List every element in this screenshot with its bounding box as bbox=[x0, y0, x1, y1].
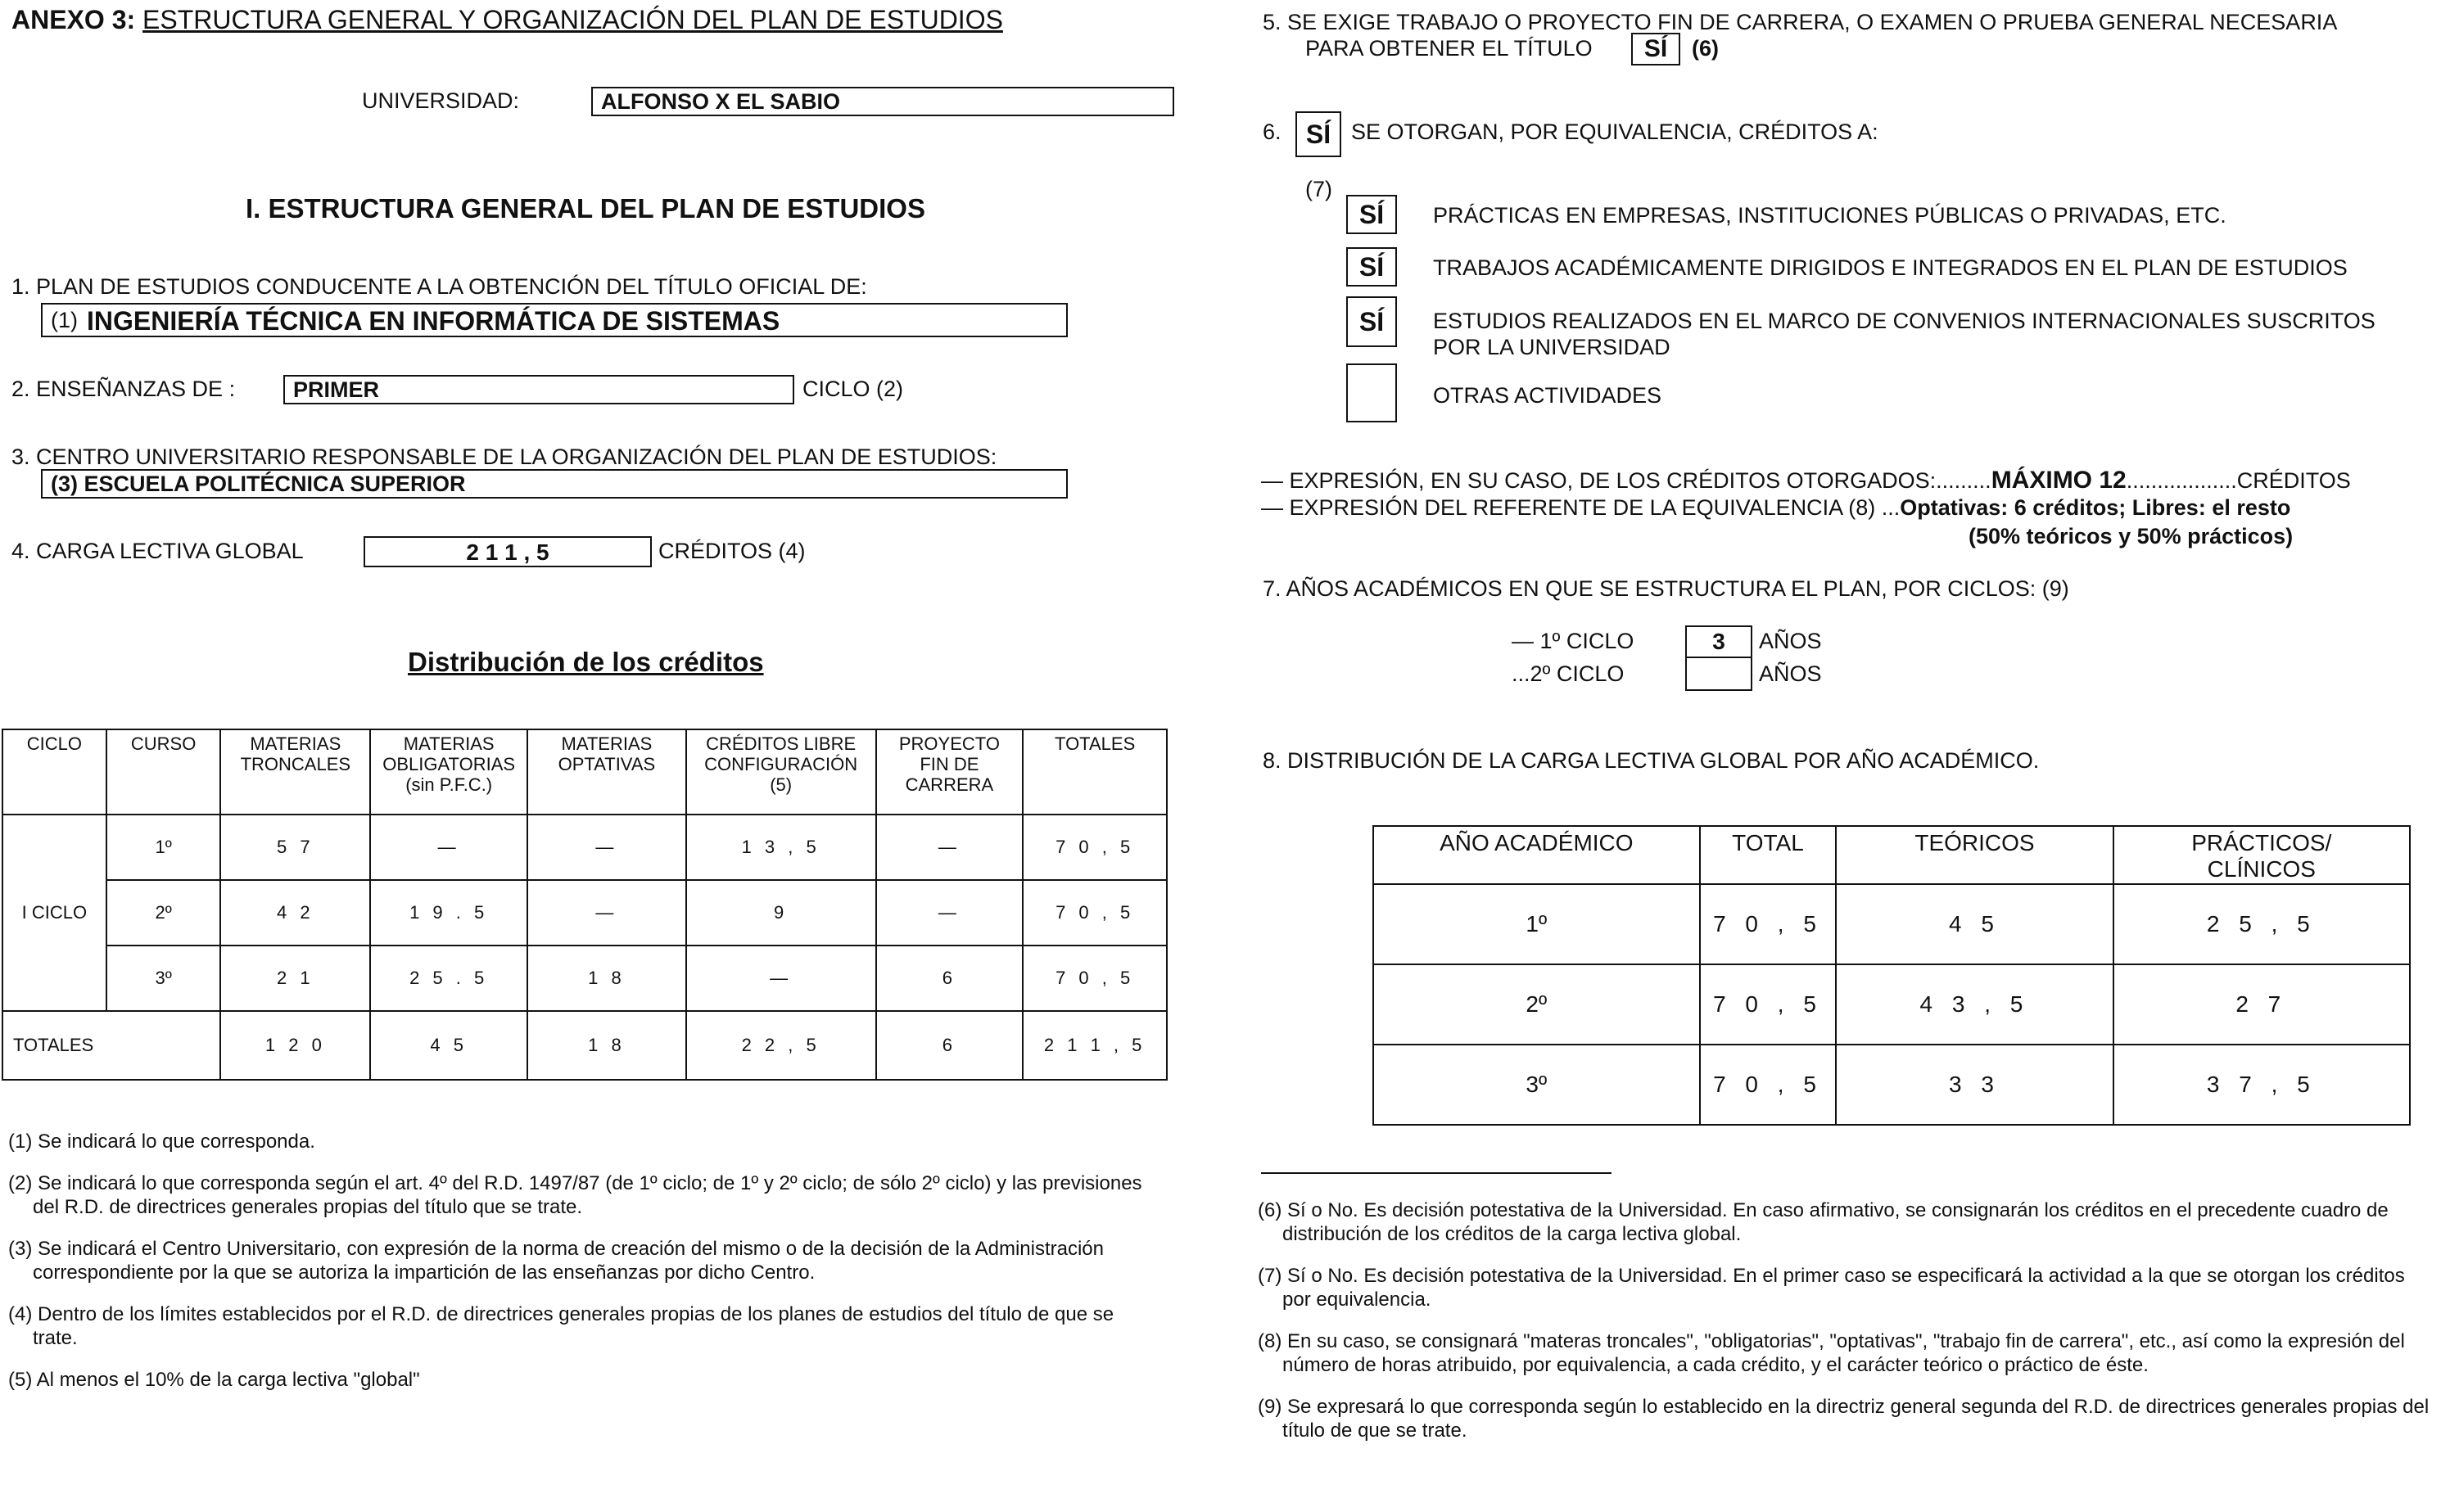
totals-label: TOTALES bbox=[2, 1011, 220, 1080]
footnote-7: (7) Sí o No. Es decisión potestativa de la Universidad. En el primer caso se especificará la actividad a la que se otorgan los créditos por equivalencia. bbox=[1258, 1265, 2405, 1311]
item6-si-box: SÍ bbox=[1295, 111, 1341, 157]
col-header-totales: TOTALES bbox=[1023, 729, 1167, 815]
ciclo2-value bbox=[1685, 657, 1752, 691]
equiv-practicas-text: PRÁCTICAS EN EMPRESAS, INSTITUCIONES PÚBLICAS O PRIVADAS, ETC. bbox=[1433, 203, 2226, 228]
troncales-cell: 2 1 bbox=[220, 946, 370, 1011]
table-row bbox=[2, 880, 1167, 946]
expr-creditos bbox=[1261, 467, 2351, 494]
distribution-title: Distribución de los créditos bbox=[408, 647, 764, 677]
annex-title: ESTRUCTURA GENERAL Y ORGANIZACIÓN DEL PLAN DE ESTUDIOS bbox=[142, 5, 1003, 34]
equiv-otras-box bbox=[1346, 363, 1397, 422]
optativas-cell: 1 8 bbox=[527, 946, 686, 1011]
ciclo1-anos: AÑOS bbox=[1759, 629, 1822, 653]
teoricos-cell: 4 3 , 5 bbox=[1836, 964, 2113, 1045]
ciclo-cell: I CICLO bbox=[2, 815, 106, 1011]
col-header-optativas: MATERIAS OPTATIVAS bbox=[527, 729, 686, 815]
obligatorias-cell: 2 5 . 5 bbox=[370, 946, 527, 1011]
footnote-3: (3) Se indicará el Centro Universitario, con expresión de la norma de creación del mismo o de la decisión de la Administración correspondiente por la que se autoriza la impartición de las enseñanzas por dicho Centro. bbox=[8, 1238, 1104, 1284]
item5-note: (6) bbox=[1692, 36, 1719, 61]
equiv-convenios-line2: POR LA UNIVERSIDAD bbox=[1433, 335, 1670, 359]
footnote-divider bbox=[1261, 1172, 1612, 1174]
col-header-libre: CRÉDITOS LIBRE CONFIGURACIÓN (5) bbox=[686, 729, 876, 815]
item3-label: 3. CENTRO UNIVERSITARIO RESPONSABLE DE LA ORGANIZACIÓN DEL PLAN DE ESTUDIOS: bbox=[11, 445, 997, 469]
footnote-1: (1) Se indicará lo que corresponda. bbox=[8, 1131, 315, 1153]
table-header-row bbox=[2, 729, 1167, 815]
practicos-cell: 2 5 , 5 bbox=[2113, 884, 2410, 964]
item4-value: 2 1 1 , 5 bbox=[466, 539, 549, 565]
ano-cell: 1º bbox=[1373, 884, 1700, 964]
col-header-ano: AÑO ACADÉMICO bbox=[1373, 826, 1700, 884]
item2-suffix: CICLO (2) bbox=[802, 377, 904, 401]
teoricos-cell: 3 3 bbox=[1836, 1045, 2113, 1125]
footnote-9: (9) Se expresará lo que corresponda según lo establecido en la directriz general segunda del R.D. de directrices generales propias del título de que se trate. bbox=[1258, 1396, 2430, 1442]
libre-cell: — bbox=[686, 946, 876, 1011]
expr-referente-value: Optativas: 6 créditos; Libres: el resto bbox=[1900, 495, 2291, 520]
proyecto-cell: — bbox=[876, 815, 1024, 880]
annual-header-row bbox=[1373, 826, 2410, 884]
practicos-cell: 2 7 bbox=[2113, 964, 2410, 1045]
item1-value: INGENIERÍA TÉCNICA EN INFORMÁTICA DE SISTEMAS bbox=[87, 306, 780, 336]
item6-text: SE OTORGAN, POR EQUIVALENCIA, CRÉDITOS A: bbox=[1351, 120, 1878, 144]
ciclo2-label: ...2º CICLO bbox=[1512, 661, 1625, 686]
item5-si-box: SÍ bbox=[1631, 33, 1680, 65]
equiv-practicas-box: SÍ bbox=[1346, 195, 1397, 234]
equiv-convenios-line1: ESTUDIOS REALIZADOS EN EL MARCO DE CONVENIOS INTERNACIONALES SUSCRITOS bbox=[1433, 309, 2375, 333]
ano-cell: 3º bbox=[1373, 1045, 1700, 1125]
item1-field bbox=[41, 303, 1068, 337]
totales-cell: 7 0 , 5 bbox=[1023, 815, 1167, 880]
universidad-value: ALFONSO X EL SABIO bbox=[601, 89, 841, 114]
equiv-convenios-box: SÍ bbox=[1346, 296, 1397, 347]
troncales-cell: 5 7 bbox=[220, 815, 370, 880]
expr-creditos-label: — EXPRESIÓN, EN SU CASO, DE LOS CRÉDITOS OTORGADOS:......... bbox=[1261, 468, 1991, 493]
item3-value: (3) ESCUELA POLITÉCNICA SUPERIOR bbox=[51, 472, 466, 496]
expr-referente-value2: (50% teóricos y 50% prácticos) bbox=[1969, 524, 2294, 548]
universidad-field bbox=[591, 87, 1174, 116]
curso-cell: 2º bbox=[106, 880, 221, 946]
item4-suffix: CRÉDITOS (4) bbox=[658, 539, 806, 563]
table-row bbox=[2, 946, 1167, 1011]
total-cell: 7 0 , 5 bbox=[1700, 1045, 1837, 1125]
item2-value: PRIMER bbox=[293, 377, 380, 402]
col-header-ciclo: CICLO bbox=[2, 729, 106, 815]
item3-field bbox=[41, 469, 1068, 499]
teoricos-cell: 4 5 bbox=[1836, 884, 2113, 964]
item7-label: 7. AÑOS ACADÉMICOS EN QUE SE ESTRUCTURA EL PLAN, POR CICLOS: (9) bbox=[1263, 576, 2069, 601]
footnote-8: (8) En su caso, se consignará "materas troncales", "obligatorias", "optativas", "trabajo fin de carrera", etc., así como la expresión del número de horas atribuido, por equivalencia, a cada crédito, y el carácter teórico o práctico de éste. bbox=[1258, 1330, 2405, 1376]
col-header-teoricos: TEÓRICOS bbox=[1836, 826, 2113, 884]
item6-ref: (7) bbox=[1305, 177, 1332, 201]
item1-label: 1. PLAN DE ESTUDIOS CONDUCENTE A LA OBTENCIÓN DEL TÍTULO OFICIAL DE: bbox=[11, 274, 867, 299]
item5-line2: PARA OBTENER EL TÍTULO bbox=[1305, 36, 1593, 61]
totals-libre: 2 2 , 5 bbox=[686, 1011, 876, 1080]
totals-troncales: 1 2 0 bbox=[220, 1011, 370, 1080]
col-header-troncales: MATERIAS TRONCALES bbox=[220, 729, 370, 815]
col-header-obligatorias: MATERIAS OBLIGATORIAS (sin P.F.C.) bbox=[370, 729, 527, 815]
footnote-6: (6) Sí o No. Es decisión potestativa de la Universidad. En caso afirmativo, se consignarán los créditos en el precedente cuadro de distribución de los créditos de la carga lectiva global. bbox=[1258, 1199, 2389, 1245]
table-row bbox=[1373, 964, 2410, 1045]
universidad-label: UNIVERSIDAD: bbox=[362, 88, 520, 113]
proyecto-cell: 6 bbox=[876, 946, 1024, 1011]
totals-obligatorias: 4 5 bbox=[370, 1011, 527, 1080]
equiv-trabajos-text: TRABAJOS ACADÉMICAMENTE DIRIGIDOS E INTEGRADOS EN EL PLAN DE ESTUDIOS bbox=[1433, 255, 2348, 280]
obligatorias-cell: — bbox=[370, 815, 527, 880]
total-cell: 7 0 , 5 bbox=[1700, 964, 1837, 1045]
col-header-practicos: PRÁCTICOS/ CLÍNICOS bbox=[2113, 826, 2410, 884]
troncales-cell: 4 2 bbox=[220, 880, 370, 946]
practicos-cell: 3 7 , 5 bbox=[2113, 1045, 2410, 1125]
footnote-5: (5) Al menos el 10% de la carga lectiva "global" bbox=[8, 1369, 420, 1391]
table-row bbox=[1373, 884, 2410, 964]
curso-cell: 1º bbox=[106, 815, 221, 880]
totals-row bbox=[2, 1011, 1167, 1080]
col-header-total: TOTAL bbox=[1700, 826, 1837, 884]
item6-number: 6. bbox=[1263, 120, 1282, 144]
expr-creditos-suffix: ..................CRÉDITOS bbox=[2126, 468, 2351, 493]
item4-label: 4. CARGA LECTIVA GLOBAL bbox=[11, 539, 304, 563]
expr-referente-label: — EXPRESIÓN DEL REFERENTE DE LA EQUIVALENCIA (8) ... bbox=[1261, 495, 1901, 520]
totales-cell: 7 0 , 5 bbox=[1023, 946, 1167, 1011]
item4-field bbox=[364, 536, 652, 567]
libre-cell: 1 3 , 5 bbox=[686, 815, 876, 880]
table-row bbox=[1373, 1045, 2410, 1125]
col-header-proyecto: PROYECTO FIN DE CARRERA bbox=[876, 729, 1024, 815]
totals-optativas: 1 8 bbox=[527, 1011, 686, 1080]
item1-prefix: (1) bbox=[51, 308, 78, 332]
ano-cell: 2º bbox=[1373, 964, 1700, 1045]
totals-proyecto: 6 bbox=[876, 1011, 1024, 1080]
item2-label: 2. ENSEÑANZAS DE : bbox=[11, 377, 236, 401]
ciclo1-label: — 1º CICLO bbox=[1512, 629, 1634, 653]
expr-referente bbox=[1261, 495, 2290, 521]
item8-label: 8. DISTRIBUCIÓN DE LA CARGA LECTIVA GLOBAL POR AÑO ACADÉMICO. bbox=[1263, 748, 2040, 773]
footnote-2: (2) Se indicará lo que corresponda según el art. 4º del R.D. 1497/87 (de 1º ciclo; de 1º y 2º ciclo; de sólo 2º ciclo) y las previsiones del R.D. de directrices generales propias del título que se trate. bbox=[8, 1172, 1142, 1218]
annex-number: ANEXO 3: bbox=[11, 5, 136, 34]
footnote-4: (4) Dentro de los límites establecidos por el R.D. de directrices generales propias de los planes de estudios del título de que se trate. bbox=[8, 1303, 1114, 1349]
total-cell: 7 0 , 5 bbox=[1700, 884, 1837, 964]
col-header-curso: CURSO bbox=[106, 729, 221, 815]
item2-field bbox=[283, 375, 794, 404]
proyecto-cell: — bbox=[876, 880, 1024, 946]
annual-table bbox=[1372, 825, 2411, 1126]
ciclo2-anos: AÑOS bbox=[1759, 661, 1822, 686]
totals-totales: 2 1 1 , 5 bbox=[1023, 1011, 1167, 1080]
ciclo1-value: 3 bbox=[1685, 625, 1752, 658]
equiv-trabajos-box: SÍ bbox=[1346, 247, 1397, 287]
equiv-otras-text: OTRAS ACTIVIDADES bbox=[1433, 383, 1662, 408]
item5-line1: 5. SE EXIGE TRABAJO O PROYECTO FIN DE CARRERA, O EXAMEN O PRUEBA GENERAL NECESARIA bbox=[1263, 10, 2338, 34]
distribution-table bbox=[2, 729, 1168, 1081]
obligatorias-cell: 1 9 . 5 bbox=[370, 880, 527, 946]
curso-cell: 3º bbox=[106, 946, 221, 1011]
optativas-cell: — bbox=[527, 880, 686, 946]
annex-heading bbox=[11, 5, 1003, 35]
equiv-convenios-text bbox=[1433, 308, 2375, 360]
table-row bbox=[2, 815, 1167, 880]
libre-cell: 9 bbox=[686, 880, 876, 946]
expr-creditos-value: MÁXIMO 12 bbox=[1991, 467, 2127, 494]
totales-cell: 7 0 , 5 bbox=[1023, 880, 1167, 946]
footnotes-right bbox=[1258, 1198, 2437, 1442]
section-title: I. ESTRUCTURA GENERAL DEL PLAN DE ESTUDIOS bbox=[246, 193, 925, 223]
footnotes-left bbox=[8, 1130, 1155, 1392]
optativas-cell: — bbox=[527, 815, 686, 880]
